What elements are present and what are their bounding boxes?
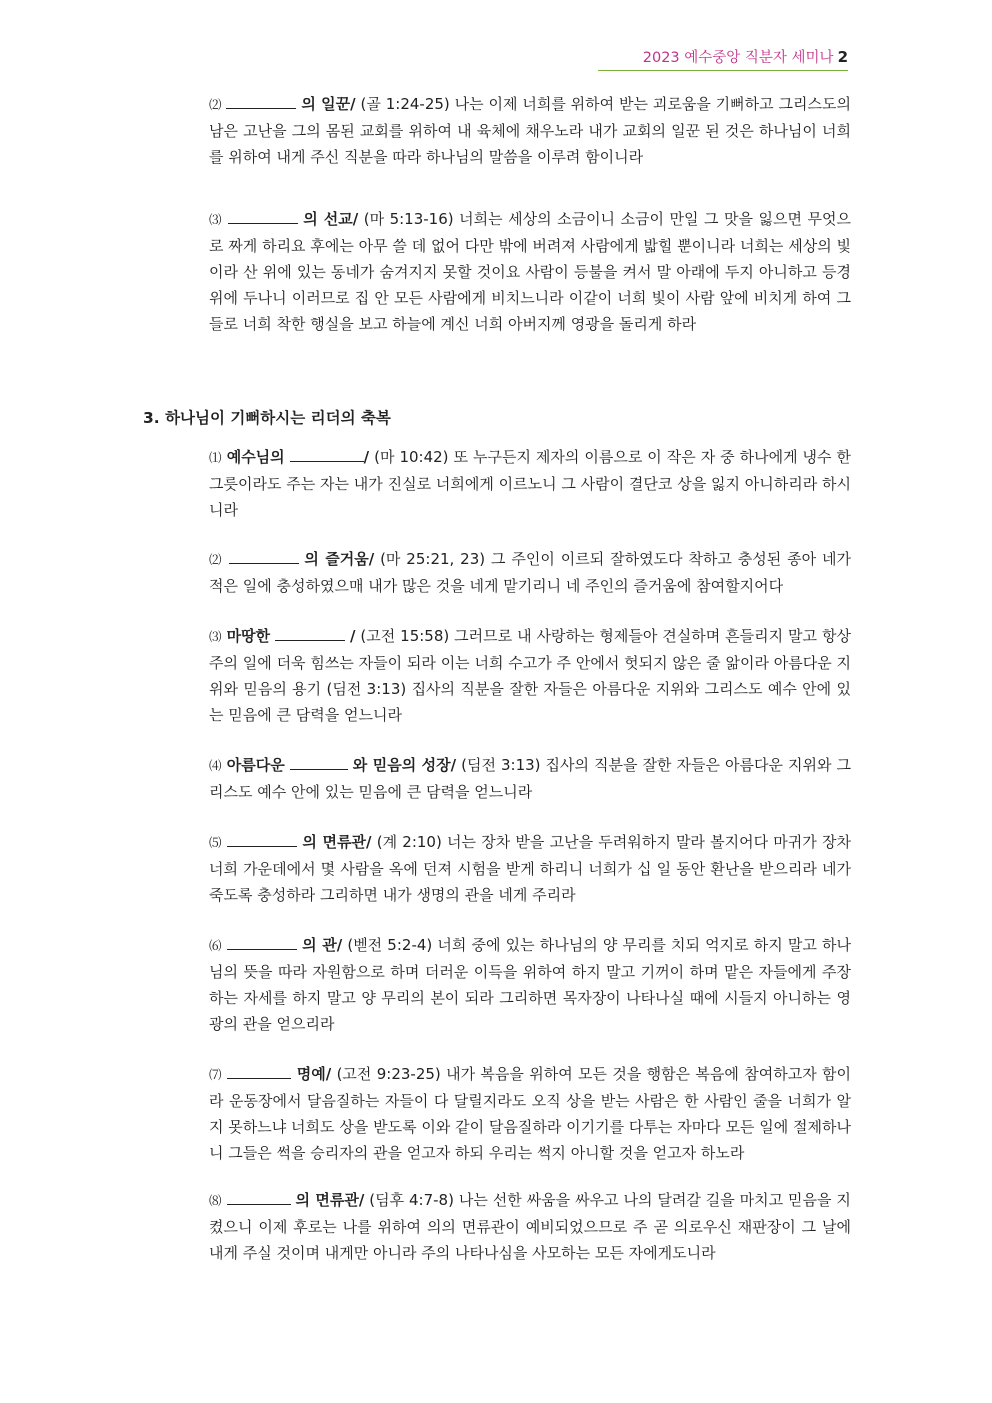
item-label: / — [349, 627, 356, 645]
item-label: 의 관/ — [302, 936, 343, 954]
item-label: 와 믿음의 성장/ — [352, 756, 457, 774]
list-item — [209, 932, 851, 1037]
item-text: 나는 이제 너희를 위하여 받는 괴로움을 기뻐하고 그리스도의 남은 고난을 그의 몸된 교회를 위하여 내 육체에 채우노라 내가 교회의 일꾼 된 것은 하나님이 너희를 위하여 내게 주신 직분을 따라 하나님의 말씀을 이루려 함이니라 — [209, 95, 851, 166]
item-reference: (골 1:24-25) — [360, 95, 450, 113]
list-item — [209, 752, 851, 805]
fill-blank — [275, 625, 345, 641]
item-label: 의 면류관/ — [302, 833, 372, 851]
item-text: 그 주인이 이르되 잘하였도다 착하고 충성된 종아 네가 적은 일에 충성하였으매 내가 많은 것을 네게 맡기리니 네 주인의 즐거움에 참여할지어다 — [209, 550, 851, 595]
item-reference: (딤후 4:7-8) — [369, 1191, 454, 1209]
item-marker: ⑶ — [209, 212, 223, 227]
item-label: 의 면류관/ — [295, 1191, 365, 1209]
item-marker: ⑴ — [209, 450, 222, 465]
item-reference: (벧전 5:2-4) — [347, 936, 433, 954]
list-item — [209, 1061, 851, 1166]
item-label: 의 즐거움/ — [304, 550, 375, 568]
item-reference: (마 25:21, 23) — [380, 550, 486, 568]
item-label-before: 마땅한 — [226, 627, 271, 645]
item-marker: ⑹ — [209, 938, 222, 953]
item-marker: ⑶ — [209, 629, 222, 644]
list-item — [209, 444, 851, 523]
page-header — [598, 46, 848, 71]
item-label: 의 선교/ — [303, 210, 359, 228]
fill-blank — [226, 93, 296, 109]
item-marker: ⑵ — [209, 97, 222, 112]
fill-blank — [227, 1189, 291, 1205]
item-marker: ⑷ — [209, 758, 222, 773]
list-item — [209, 829, 851, 908]
fill-blank — [227, 1063, 291, 1079]
section-heading: 3. 하나님이 기뻐하시는 리더의 축복 — [143, 409, 391, 427]
item-label-before: 예수님의 — [226, 448, 285, 466]
item-label: / — [363, 448, 370, 466]
item-reference: (고전 15:58) — [360, 627, 450, 645]
item-reference: (마 5:13-16) — [363, 210, 454, 228]
page-number: 2 — [837, 48, 848, 66]
list-item — [209, 206, 851, 337]
item-marker: ⑺ — [209, 1067, 223, 1082]
fill-blank — [227, 831, 297, 847]
list-item — [209, 1187, 851, 1266]
item-label-before: 아름다운 — [226, 756, 285, 774]
list-item — [209, 546, 851, 599]
fill-blank — [229, 548, 299, 564]
item-marker: ⑻ — [209, 1193, 222, 1208]
list-item — [209, 623, 851, 728]
item-label: 명예/ — [296, 1065, 332, 1083]
item-text: 그러므로 내 사랑하는 형제들아 견실하며 흔들리지 말고 항상 주의 일에 더욱 힘쓰는 자들이 되라 이는 너희 수고가 주 안에서 헛되지 않은 줄 앎이라 아름다운 지위와 믿음의 용기 (딤전 3:13) 집사의 직분을 잘한 자들은 아름다운 지위와 그리스도 예수 안에 있는 믿음에 큰 담력을 얻느니라 — [209, 627, 851, 724]
fill-blank — [227, 934, 297, 950]
item-text: 집사의 직분을 잘한 자들은 아름다운 지위와 그리스도 예수 안에 있는 믿음에 큰 담력을 얻느니라 — [209, 756, 851, 801]
fill-blank — [290, 446, 364, 462]
fill-blank — [228, 208, 298, 224]
list-item — [209, 91, 851, 170]
item-marker: ⑸ — [209, 835, 222, 850]
item-text: 너희 중에 있는 하나님의 양 무리를 치되 억지로 하지 말고 하나님의 뜻을 따라 자원함으로 하며 더러운 이득을 위하여 하지 말고 기꺼이 하며 맡은 자들에게 주장하는 자세를 하지 말고 양 무리의 본이 되라 그리하면 목자장이 나타나실 때에 시들지 아니하는 영광의 관을 얻으리라 — [209, 936, 851, 1033]
item-text: 너는 장차 받을 고난을 두려워하지 말라 볼지어다 마귀가 장차 너희 가운데에서 몇 사람을 옥에 던져 시험을 받게 하리니 너희가 십 일 동안 환난을 받으리라 네가 죽도록 충성하라 그리하면 내가 생명의 관을 네게 주리라 — [209, 833, 851, 904]
header-title: 2023 예수중앙 직분자 세미나 — [642, 50, 834, 66]
item-marker: ⑵ — [209, 552, 223, 567]
item-reference: (마 10:42) — [374, 448, 449, 466]
item-reference: (고전 9:23-25) — [336, 1065, 441, 1083]
item-reference: (계 2:10) — [376, 833, 442, 851]
item-text: 내가 복음을 위하여 모든 것을 행함은 복음에 참여하고자 함이라 운동장에서 달음질하는 자들이 다 달릴지라도 오직 상을 받는 사람은 한 사람인 줄을 너희가 알지 못하느냐 너희도 상을 받도록 이와 같이 달음질하라 이기기를 다투는 자마다 모든 일에 절제하나니 그들은 썩을 승리자의 관을 얻고자 하되 우리는 썩지 아니할 것을 얻고자 하노라 — [209, 1065, 851, 1162]
item-label: 의 일꾼/ — [301, 95, 356, 113]
item-reference: (딤전 3:13) — [461, 756, 541, 774]
fill-blank — [290, 754, 348, 770]
item-text: 너희는 세상의 소금이니 소금이 만일 그 맛을 잃으면 무엇으로 짜게 하리요 후에는 아무 쓸 데 없어 다만 밖에 버려져 사람에게 밟힐 뿐이니라 너희는 세상의 빛이라 산 위에 있는 동네가 숨겨지지 못할 것이요 사람이 등불을 켜서 말 아래에 두지 아니하고 등경 위에 두나니 이러므로 집 안 모든 사람에게 비치느니라 이같이 너희 빛이 사람 앞에 비치게 하여 그들로 너희 착한 행실을 보고 하늘에 계신 너희 아버지께 영광을 돌리게 하라 — [209, 210, 851, 333]
item-text: 나는 선한 싸움을 싸우고 나의 달려갈 길을 마치고 믿음을 지켰으니 이제 후로는 나를 위하여 의의 면류관이 예비되었으므로 주 곧 의로우신 재판장이 그 날에 내게 주실 것이며 내게만 아니라 주의 나타나심을 사모하는 모든 자에게도니라 — [209, 1191, 851, 1262]
item-text: 또 누구든지 제자의 이름으로 이 작은 자 중 하나에게 냉수 한 그릇이라도 주는 자는 내가 진실로 너희에게 이르노니 그 사람이 결단코 상을 잃지 아니하리라 하시니라 — [209, 448, 851, 519]
